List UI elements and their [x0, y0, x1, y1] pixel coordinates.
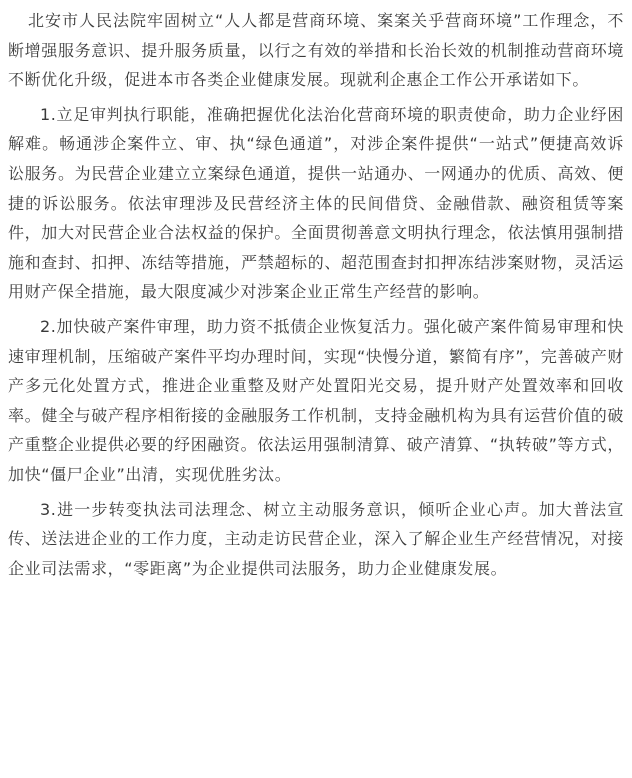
commitment-paragraph-3: 3.进一步转变执法司法理念、树立主动服务意识，倾听企业心声。加大普法宣传、送法进企业的工作力度，主动走访民营企业，深入了解企业生产经营情况，对接企业司法需求，“零距离”为企业提供司法服务，助力企业健康发展。	[8, 499, 624, 578]
commitment-paragraph-2: 2.加快破产案件审理，助力资不抵债企业恢复活力。强化破产案件简易审理和快速审理机制，压缩破产案件平均办理时间，实现“快慢分道，繁简有序”，完善破产财产多元化处置方式，推进企业重整及财产处置阳光交易，提升财产处置效率和回收率。健全与破产程序相衔接的金融服务工作机制，支持金融机构为具有运营价值的破产重整企业提供必要的纾困融资。依法运用强制清算、破产清算、“执转破”等方式，加快“僵尸企业”出清，实现优胜劣汰。	[8, 316, 624, 484]
commitment-paragraph-1: 1.立足审判执行职能，准确把握优化法治化营商环境的职责使命，助力企业纾困解难。畅通涉企案件立、审、执“绿色通道”，对涉企案件提供“一站式”便捷高效诉讼服务。为民营企业建立立案绿色通道，提供一站通办、一网通办的优质、高效、便捷的诉讼服务。依法审理涉及民营经济主体的民间借贷、金融借款、融资租赁等案件，加大对民营企业合法权益的保护。全面贯彻善意文明执行理念，依法慎用强制措施和查封、扣押、冻结等措施，严禁超标的、超范围查封扣押冻结涉案财物，灵活运用财产保全措施，最大限度减少对涉案企业正常生产经营的影响。	[8, 104, 624, 302]
intro-paragraph: 北安市人民法院牢固树立“人人都是营商环境、案案关乎营商环境”工作理念，不断增强服务意识、提升服务质量，以行之有效的举措和长治长效的机制推动营商环境不断优化升级，促进本市各类企业健康发展。现就利企惠企工作公开承诺如下。	[8, 11, 624, 90]
